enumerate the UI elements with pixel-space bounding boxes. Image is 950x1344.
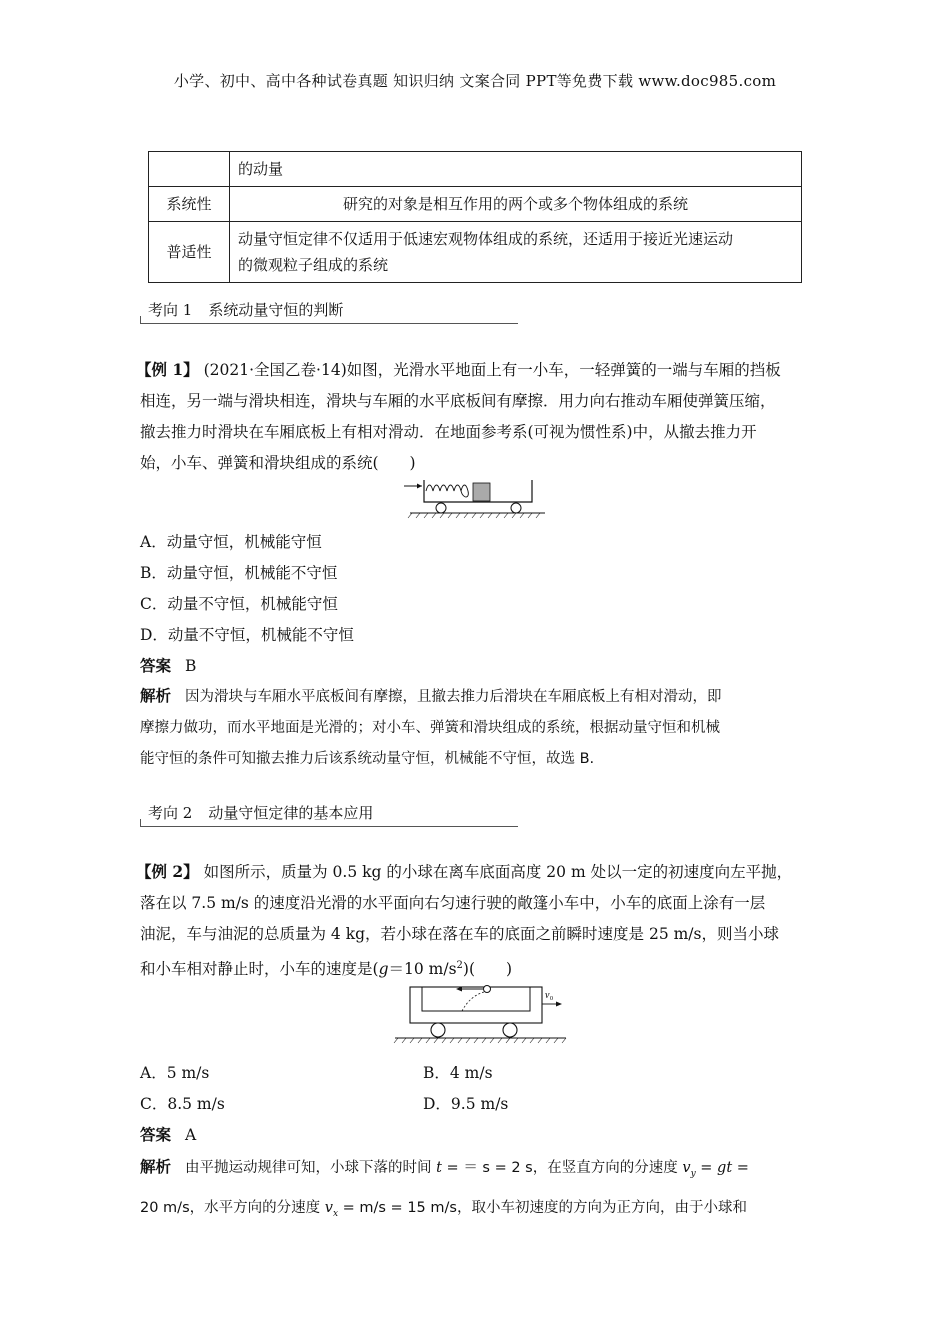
table-row	[149, 187, 802, 222]
section-heading-1: 考向 1 系统动量守恒的判断	[140, 297, 518, 324]
table-row	[149, 152, 802, 187]
answer-1: 答案 B	[140, 656, 197, 675]
table-cell: 动量守恒定律不仅适用于低速宏观物体组成的系统，还适用于接近光速运动 的微观粒子组成的系统	[230, 222, 802, 283]
table-label: 系统性	[149, 187, 230, 222]
option-b: B．4 m/s	[423, 1064, 493, 1082]
answer-2: 答案 A	[140, 1125, 197, 1144]
table-cell: 研究的对象是相互作用的两个或多个物体组成的系统	[230, 187, 802, 222]
velocity-label-sub: 0	[550, 996, 553, 1002]
option-c: C．8.5 m/s	[140, 1095, 225, 1113]
page-header: 小学、初中、高中各种试卷真题 知识归纳 文案合同 PPT等免费下载 www.doc985.com	[173, 72, 777, 90]
analysis-1: 解析 因为滑块与车厢水平底板间有摩擦，且撤去推力后滑块在车厢底板上有相对滑动，即 摩擦力做功，而水平地面是光滑的；对小车、弹簧和滑块组成的系统，根据动量守恒和机械 能守恒的条件可知撤去推力后该系统动量守恒，机械能不守恒，故选 B.	[140, 686, 722, 767]
example-1-text: 【例 1】 (2021·全国乙卷·14)如图，光滑水平地面上有一小车，一轻弹簧的一端与车厢的挡板 相连，另一端与滑块相连，滑块与车厢的水平底板间有摩擦．用力向右推动车厢使弹簧压缩， 撤去推力时滑块在车厢底板上有相对滑动．在地面参考系(可视为惯性系)中，从撤去推力开 始，小车、弹簧和滑块组成的系统( )	[136, 360, 781, 472]
cart-ball-figure	[390, 982, 570, 1048]
example-tag: 【例 2】	[136, 862, 199, 881]
velocity-label: v	[545, 990, 550, 1001]
table-label: 普适性	[149, 222, 230, 283]
option-b: B．动量守恒，机械能不守恒	[140, 564, 338, 582]
option-c: C．动量不守恒，机械能守恒	[140, 595, 338, 613]
option-d: D．9.5 m/s	[423, 1095, 509, 1113]
example-tag: 【例 1】	[136, 360, 199, 379]
option-a: A．5 m/s	[140, 1064, 210, 1082]
cart-spring-figure	[400, 476, 550, 520]
section-heading-2: 考向 2 动量守恒定律的基本应用	[140, 800, 518, 827]
analysis-2: 解析 由平抛运动规律可知，小球下落的时间 t = ＝ s = 2 s，在竖直方向的分速度 $v_y$ = gt = 20 m/s，水平方向的分速度 $v_x = m/s = 15$ m/s，取小车初速度的方向为正方向，由于小球和	[140, 1157, 749, 1219]
table-cell: 的动量	[230, 152, 802, 187]
example-2-text: 【例 2】 如图所示，质量为 0.5 kg 的小球在离车底面高度 20 m 处以一定的初速度向左平抛， 落在以 7.5 m/s 的速度沿光滑的水平面向右匀速行驶的敞篷小车中，小车的底面上涂有一层 油泥，车与油泥的总质量为 4 kg，若小球在落在车的底面之前瞬时速度是 25 m/s，则当小球 和小车相对静止时，小车的速度是(g＝10 $m/s^2$)( )	[136, 862, 793, 979]
table-row	[149, 222, 802, 283]
option-a: A．动量守恒，机械能守恒	[140, 533, 322, 551]
option-d: D．动量不守恒，机械能不守恒	[140, 626, 354, 644]
properties-table	[148, 151, 802, 283]
